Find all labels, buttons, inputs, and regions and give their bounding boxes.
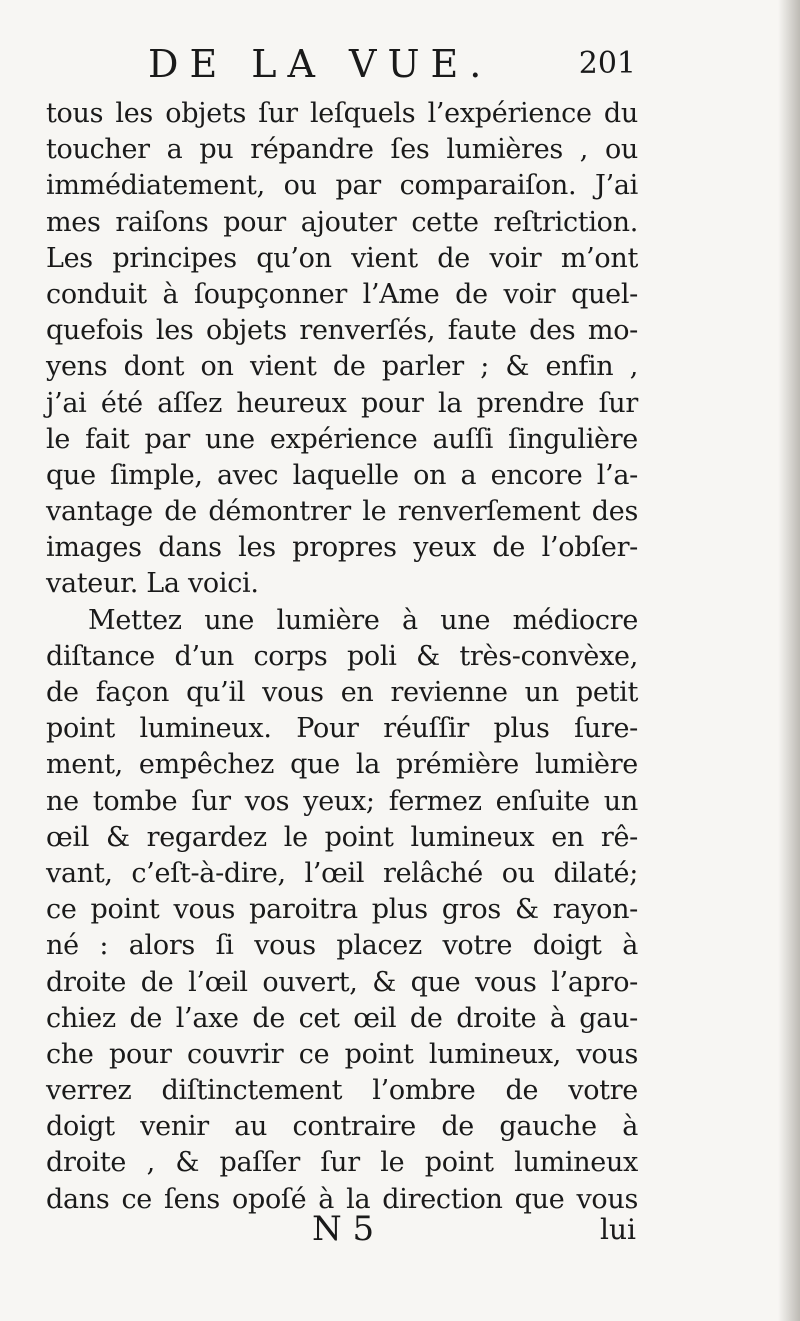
text-line: le fait par une expérience auſſi ſingulière [46, 423, 638, 455]
text-line: tous les objets ſur leſquels l’expérience du [46, 98, 638, 129]
text-line: doigt venir au contraire de gauche à [46, 1111, 638, 1143]
text-line: ne tombe ſur vos yeux; fermez enſuite un [46, 785, 638, 817]
text-line: œil & regardez le point lumineux en rê- [46, 821, 638, 853]
text-line: che pour couvrir ce point lumineux, vous [46, 1038, 638, 1070]
page-number: 201 [578, 46, 636, 81]
text-line: ment, empêchez que la prémière lumière [46, 749, 638, 781]
text-line: j’ai été aſſez heureux pour la prendre ſur [46, 387, 638, 419]
text-line: ce point vous paroitra plus gros & rayon- [46, 894, 638, 926]
signature-mark: N 5 [312, 1209, 375, 1249]
text-line: né : alors ſi vous placez votre doigt à [46, 930, 638, 962]
text-line: vantage de démontrer le renverſement des [46, 496, 638, 528]
text-line: yens dont on vient de parler ; & enfin , [46, 351, 638, 383]
text-line: que ſimple, avec laquelle on a encore l’a- [46, 459, 638, 491]
text-line: droite , & paſſer ſur le point lumineux [46, 1147, 638, 1179]
catchword: lui [600, 1213, 636, 1246]
text-line: droite de l’œil ouvert, & que vous l’apro- [46, 966, 638, 998]
text-line: conduit à ſoupçonner l’Ame de voir quel- [46, 278, 638, 310]
text-line: vant, c’eſt-à-dire, l’œil relâché ou dilaté; [46, 857, 638, 889]
text-line: de façon qu’il vous en revienne un petit [46, 677, 638, 708]
text-line: mes raiſons pour ajouter cette reſtriction. [46, 206, 638, 238]
paragraph-2 [46, 603, 638, 1218]
text-line: vateur. La voici. [46, 568, 259, 600]
text-line: images dans les propres yeux de l’obſer- [46, 532, 638, 564]
page-header [148, 36, 636, 92]
paragraph-1 [46, 96, 638, 603]
page-footer [46, 1204, 638, 1254]
text-line: immédiatement, ou par comparaiſon. J’ai [46, 170, 638, 202]
text-line: dans ce ſens opoſé à la direction que vous [46, 1183, 638, 1215]
text-line: quefois les objets renverſés, faute des mo- [46, 315, 638, 347]
text-line: diſtance d’un corps poli & très-convèxe, [46, 640, 638, 672]
text-line: verrez diſtinctement l’ombre de votre [46, 1075, 638, 1107]
page-edge-shadow [778, 0, 800, 1321]
text-line: Mettez une lumière à une médiocre [88, 604, 638, 636]
text-line: toucher a pu répandre ſes lumières , ou [46, 134, 638, 166]
text-line: chiez de l’axe de cet œil de droite à gau- [46, 1002, 638, 1034]
body-text [46, 96, 638, 1218]
text-line: point lumineux. Pour réuſſir plus ſure- [46, 713, 638, 745]
text-line: Les principes qu’on vient de voir m’ont [46, 242, 638, 274]
running-title: DE LA VUE. [148, 42, 493, 86]
